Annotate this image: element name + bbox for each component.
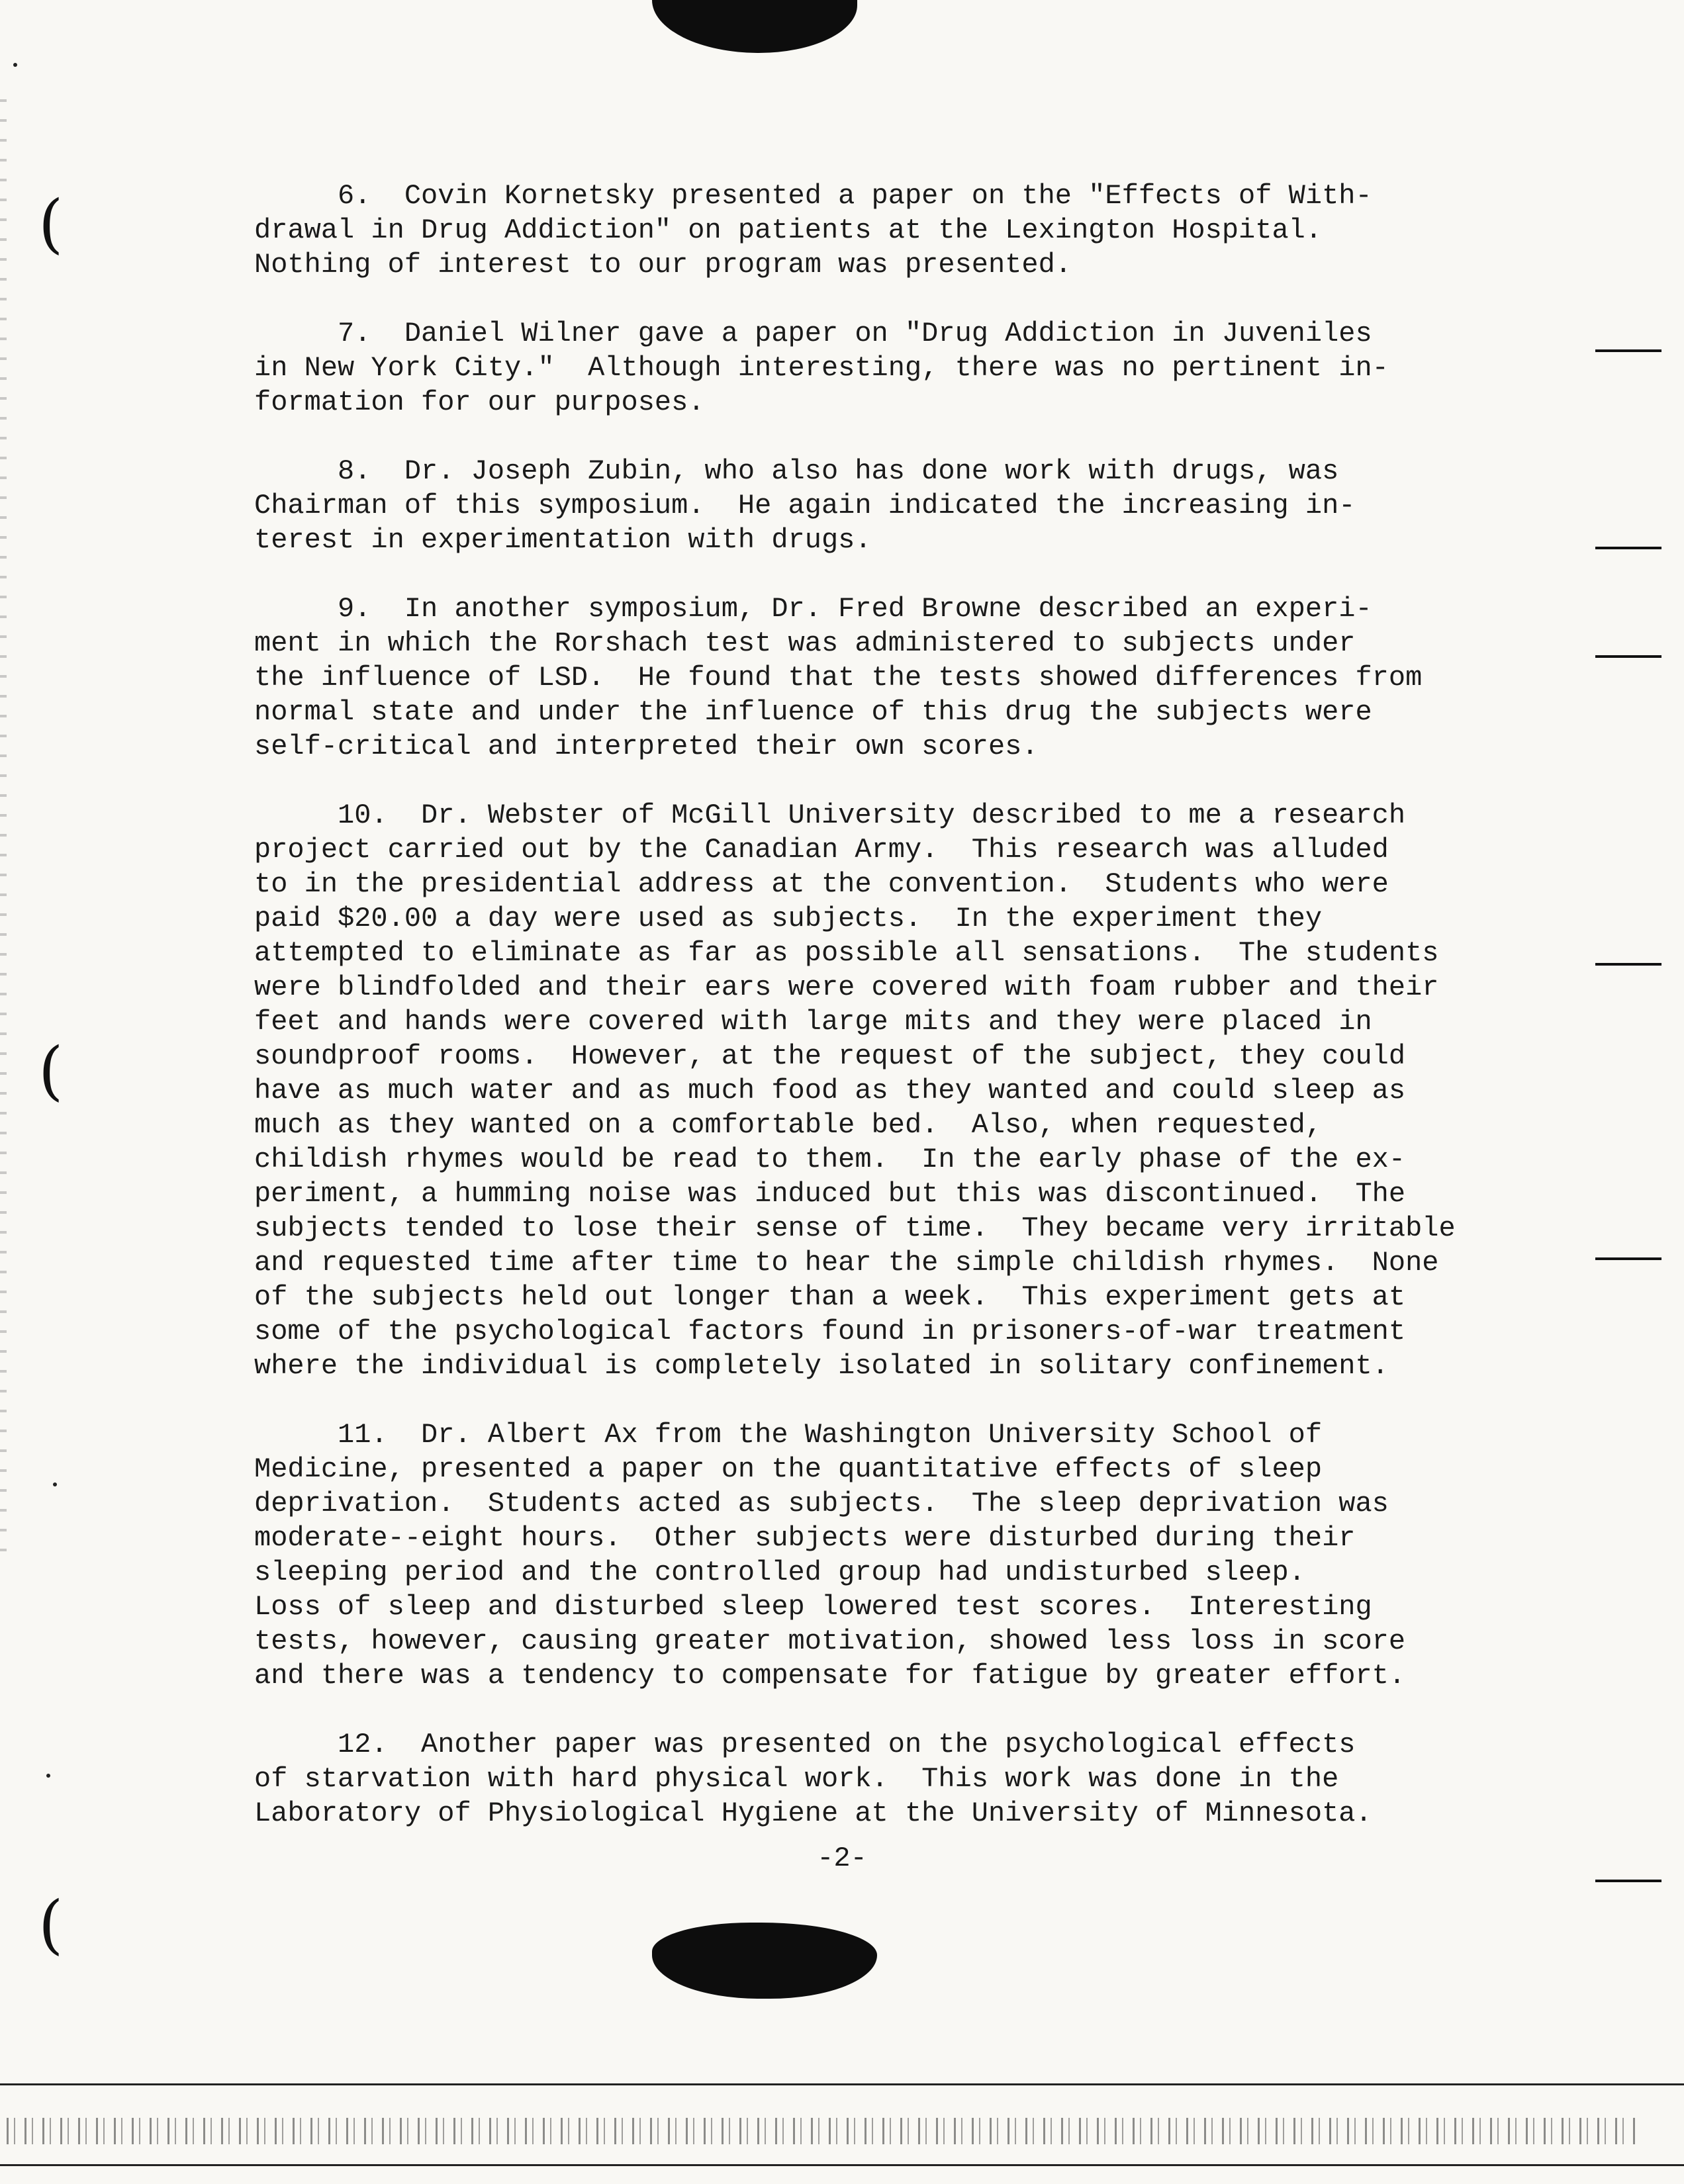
margin-mark: [1595, 963, 1661, 966]
paragraph-6: 6. Covin Kornetsky presented a paper on the "Effects of With- drawal in Drug Addiction" on patients at the Lexington Hospital. Nothing of interest to our program was presented.: [254, 180, 1372, 281]
margin-mark: [1595, 547, 1661, 549]
margin-mark: [1595, 1880, 1661, 1882]
memo-body: [254, 179, 1485, 1865]
speck: [53, 1482, 57, 1486]
margin-mark: [1595, 655, 1661, 658]
speck: [46, 1774, 50, 1778]
paragraph-12: 12. Another paper was presented on the psychological effects of starvation with hard physical work. This work was done in the Laboratory of Physiological Hygiene at the University of Minnesota.: [254, 1729, 1372, 1829]
redaction-mark-top: [652, 0, 857, 53]
scan-border-line: [0, 2164, 1684, 2166]
binder-hole-mark: (: [38, 187, 64, 261]
paragraph-9: 9. In another symposium, Dr. Fred Browne described an experi- ment in which the Rorshach test was administered to subjects under the influence of LSD. He found that the tests showed differences from normal state and under the influence of this drug the subjects were self-critical and interpreted their own scores.: [254, 593, 1423, 762]
scan-noise-band: [7, 2118, 1635, 2144]
binder-hole-mark: (: [38, 1034, 64, 1108]
binder-hole-mark: (: [38, 1888, 64, 1962]
margin-mark: [1595, 1257, 1661, 1260]
paragraph-10: 10. Dr. Webster of McGill University described to me a research project carried out by the Canadian Army. This research was alluded to in the presidential address at the convention. Students who were paid $20.00 a day were used as subjects. In the experiment they attempted to eliminate as far as possible all sensations. The students were blindfolded and their ears were covered with foam rubber and their feet and hands were covered with large mits and they were placed in soundproof rooms. However, at the request of the subject, they could have as much water and as much food as they wanted and could sleep as much as they wanted on a comfortable bed. Also, when requested, childish rhymes would be read to them. In the early phase of the ex- periment, a humming noise was induced but this was discontinued. The subjects tended to lose their sense of time. They became very irritable and requested time after time to hear the simple childish rhymes. None of the subjects held out longer than a week. This experiment gets at some of the psychological factors found in prisoners-of-war treatment where the individual is completely isolated in solitary confinement.: [254, 799, 1456, 1382]
paragraph-11: 11. Dr. Albert Ax from the Washington University School of Medicine, presented a paper on the quantitative effects of sleep deprivation. Students acted as subjects. The sleep deprivation was moderate--eight hours. Other subjects were disturbed during their sleeping period and the controlled group had undisturbed sleep. Loss of sleep and disturbed sleep lowered test scores. Interesting tests, however, causing greater motivation, showed less loss in score and there was a tendency to compensate for fatigue by greater effort.: [254, 1419, 1406, 1692]
margin-mark: [1595, 349, 1661, 352]
scan-border-line: [0, 2083, 1684, 2085]
speck: [13, 63, 17, 67]
paragraph-7: 7. Daniel Wilner gave a paper on "Drug Addiction in Juveniles in New York City." Although interesting, there was no pertinent in- formation for our purposes.: [254, 318, 1389, 418]
scan-edge-marks: [0, 99, 7, 1555]
paragraph-8: 8. Dr. Joseph Zubin, who also has done work with drugs, was Chairman of this symposium. He again indicated the increasing in- terest in experimentation with drugs.: [254, 455, 1356, 556]
page-number: -2-: [817, 1843, 867, 1874]
redaction-mark-bottom: [652, 1923, 877, 1999]
